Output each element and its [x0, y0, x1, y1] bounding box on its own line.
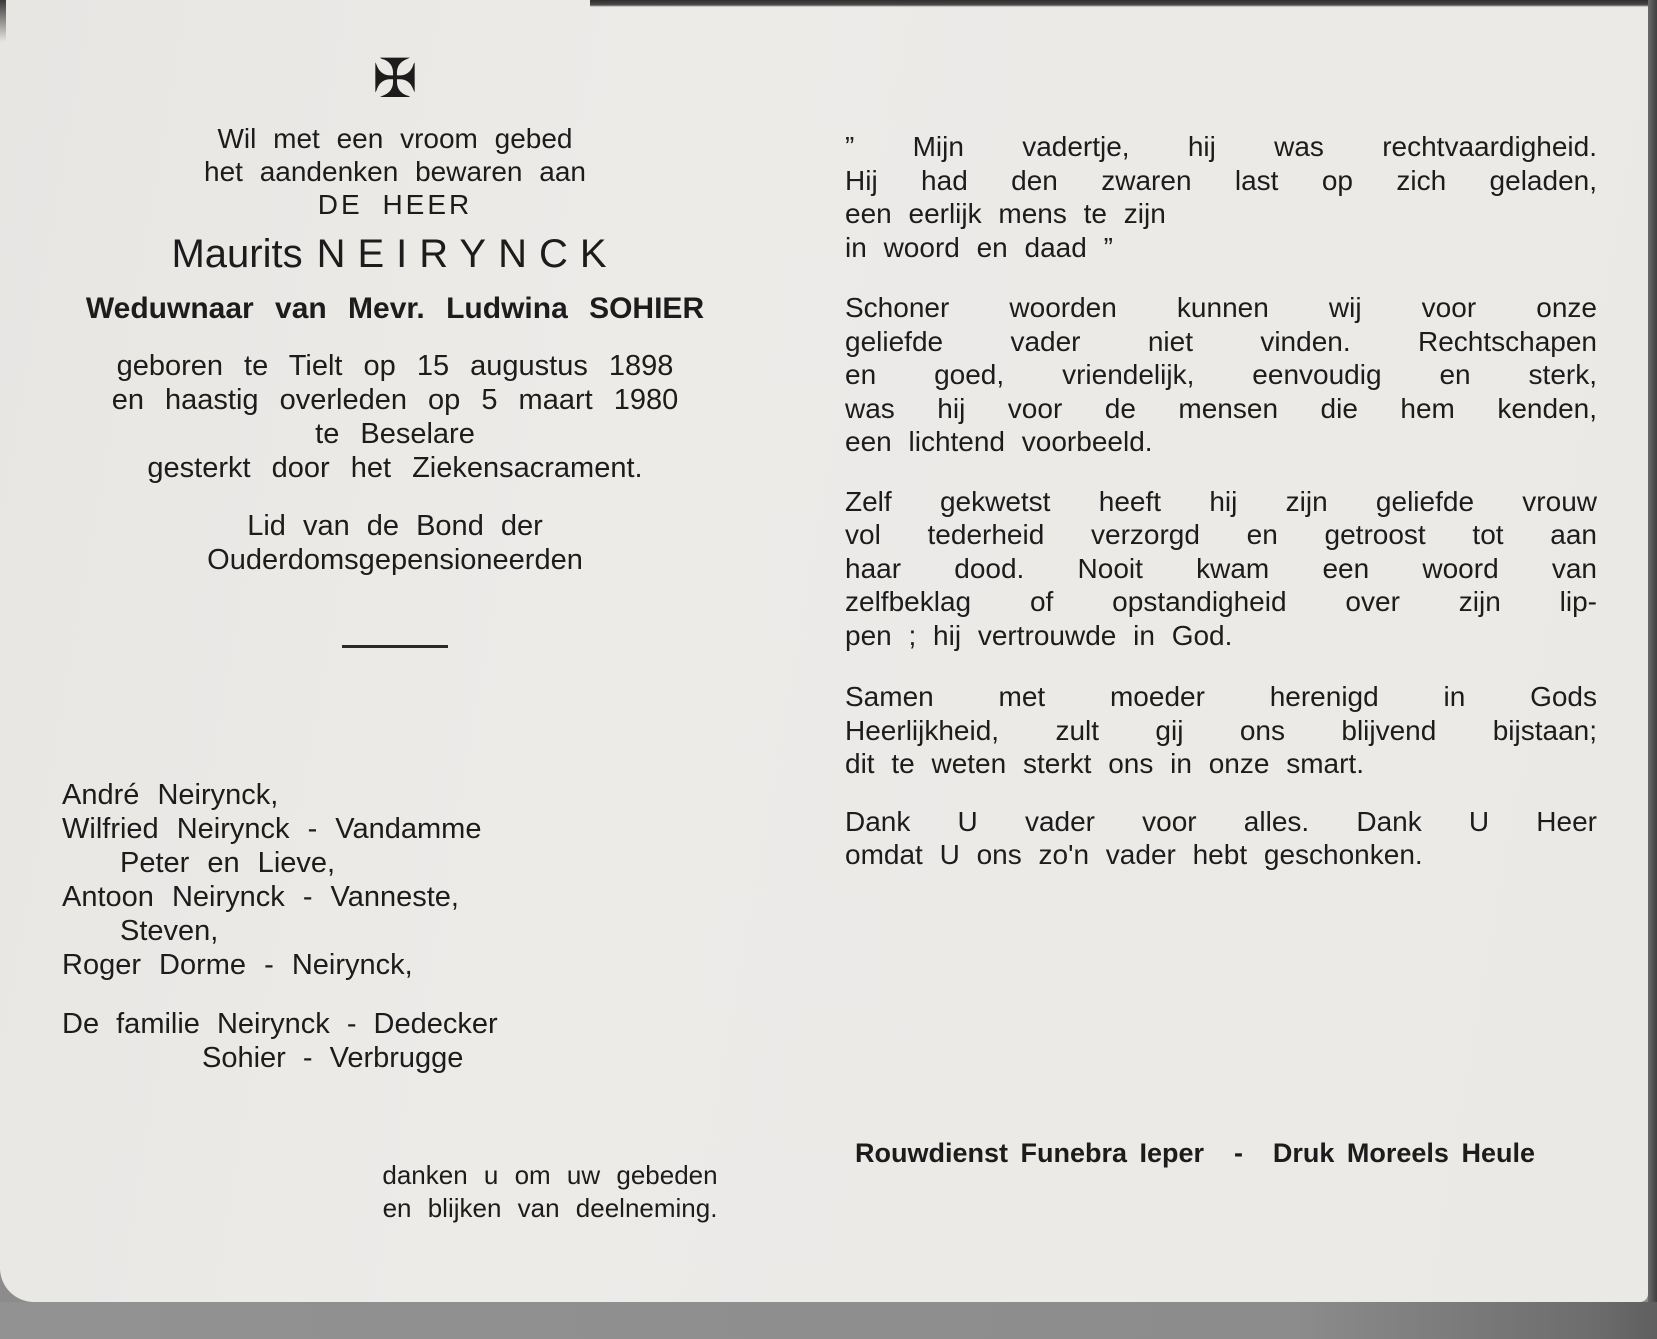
family-line: Sohier - Verbrugge [202, 1042, 464, 1074]
family-line: De familie Neirynck - Dedecker [62, 1008, 498, 1040]
membership-block [30, 509, 760, 577]
scan-corner-mark [0, 0, 6, 42]
intro-line: Wil met een vroom gebed [217, 123, 573, 154]
membership-line: Ouderdomsgepensioneerden [207, 544, 583, 576]
intro-block [30, 122, 760, 221]
intro-line: het aandenken bewaren aan [204, 156, 586, 187]
life-event-line: geboren te Tielt op 15 augustus 1898 [116, 350, 674, 382]
eulogy-line: vol tederheid verzorgd en getroost tot aan [845, 519, 1597, 550]
divider-rule [342, 645, 448, 648]
quote-line: ” Mijn vadertje, hij was rechtvaardigheid. [845, 131, 1597, 162]
relatives-list [30, 778, 760, 982]
intro-line-de-heer: DE HEER [317, 189, 473, 220]
life-event-line: en haastig overleden op 5 maart 1980 [111, 384, 679, 416]
imprint-funeral-service: Rouwdienst Funebra Ieper [855, 1137, 1205, 1168]
eulogy-line: dit te weten sterkt ons in onze smart. [845, 748, 1364, 779]
eulogy-line: zelfbeklag of opstandigheid over zijn lip- [845, 586, 1597, 617]
eulogy-line: Samen met moeder herenigd in Gods [845, 681, 1597, 712]
deceased-name [30, 230, 760, 278]
eulogy-line: Dank U vader voor alles. Dank U Heer [845, 805, 1597, 837]
deceased-last-name: NEIRYNCK [316, 232, 619, 276]
eulogy-paragraph [845, 805, 1597, 872]
thanks-line: danken u om uw gebeden [382, 1160, 718, 1190]
life-event-line: gesterkt door het Ziekensacrament. [147, 452, 643, 484]
printer-imprint [845, 1138, 1535, 1169]
eulogy-line: pen ; hij vertrouwde in God. [845, 619, 1233, 651]
quote-block [845, 130, 1597, 264]
deceased-first-name: Maurits [171, 232, 303, 276]
eulogy-paragraph [845, 291, 1597, 459]
quote-line: Hij had den zwaren last op zich geladen, [845, 164, 1597, 196]
imprint-separator: - [1233, 1137, 1243, 1168]
eulogy-paragraph [845, 680, 1597, 781]
family-block [30, 1007, 760, 1075]
eulogy-line: Zelf gekwetst heeft hij zijn geliefde vrouw [845, 485, 1597, 517]
relative-line: Peter en Lieve, [120, 847, 336, 879]
right-page [845, 0, 1597, 1169]
eulogy-line: was hij voor de mensen die hem kenden, [845, 392, 1597, 424]
quote-line: een eerlijk mens te zijn [845, 198, 1166, 229]
eulogy-paragraph [845, 485, 1597, 653]
relative-line: Antoon Neirynck - Vanneste, [62, 881, 459, 913]
eulogy-line: een lichtend voorbeeld. [845, 426, 1153, 457]
eulogy-line: omdat U ons zo'n vader hebt geschonken. [845, 839, 1423, 870]
relative-line: Steven, [120, 915, 219, 947]
widow-line: Weduwnaar van Mevr. Ludwina SOHIER [85, 292, 705, 325]
thanks-line: en blijken van deelneming. [382, 1193, 718, 1223]
life-events-block [30, 349, 760, 485]
thanks-block [350, 1159, 750, 1225]
scanner-tray [0, 1302, 1657, 1339]
left-page [30, 0, 760, 1225]
relative-line: Wilfried Neirynck - Vandamme [62, 813, 482, 845]
eulogy-line: Heerlijkheid, zult gij ons blijvend bijstaan; [845, 714, 1597, 746]
maltese-cross-icon: ✠ [372, 49, 418, 109]
relative-line: Roger Dorme - Neirynck, [62, 949, 413, 981]
eulogy-line: haar dood. Nooit kwam een woord van [845, 552, 1597, 584]
eulogy-line: en goed, vriendelijk, eenvoudig en sterk, [845, 359, 1597, 390]
eulogy-line: geliefde vader niet vinden. Rechtschapen [845, 325, 1597, 357]
eulogy-line: Schoner woorden kunnen wij voor onze [845, 292, 1597, 323]
scan-edge-top [590, 0, 1648, 7]
imprint-printer: Druk Moreels Heule [1272, 1137, 1535, 1168]
life-event-line: te Beselare [315, 418, 475, 450]
quote-line: in woord en daad ” [845, 231, 1113, 263]
membership-line: Lid van de Bond der [247, 510, 543, 542]
relative-line: André Neirynck, [62, 779, 279, 811]
scan-edge-right [1648, 0, 1657, 1303]
